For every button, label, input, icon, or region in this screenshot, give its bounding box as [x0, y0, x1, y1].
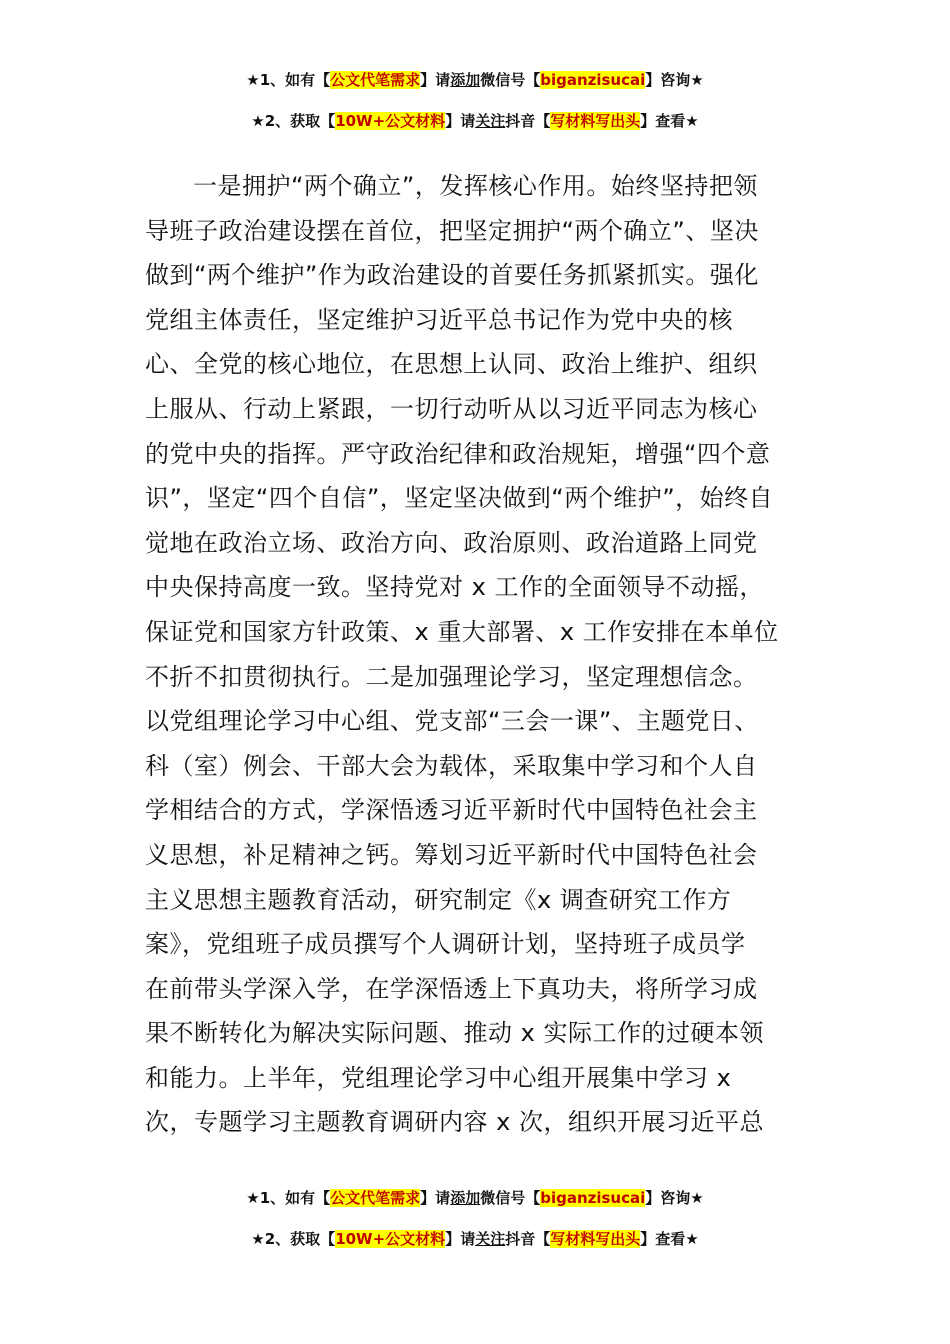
document-body — [145, 164, 810, 1145]
body-line: 主义思想主题教育活动，研究制定《x 调查研究工作方 — [145, 885, 732, 914]
banner-emphasis: 添加 — [450, 1189, 481, 1207]
body-line: 以党组理论学习中心组、党支部“三会一课”、主题党日、 — [145, 707, 759, 736]
body-line: 次，专题学习主题教育调研内容 x 次，组织开展习近平总 — [145, 1108, 764, 1137]
body-line: 在前带头学深入学，在学深悟透上下真功夫，将所学习成 — [145, 974, 758, 1003]
footer-banner — [0, 1186, 950, 1268]
body-line: 案》，党组班子成员撰写个人调研计划，坚持班子成员学 — [145, 930, 746, 959]
banner-highlight: biganzisucai — [540, 71, 646, 89]
banner-suffix: 】查看★ — [640, 1230, 699, 1248]
banner-emphasis: 添加 — [450, 71, 481, 89]
banner-suffix: 】查看★ — [640, 112, 699, 130]
body-line: 觉地在政治立场、政治方向、政治原则、政治道路上同党 — [145, 528, 758, 557]
banner-line-2 — [0, 1227, 950, 1268]
body-line: 识”，坚定“四个自信”，坚定坚决做到“两个维护”，始终自 — [145, 484, 774, 513]
banner-line-1 — [0, 1186, 950, 1227]
banner-line-2 — [0, 109, 950, 150]
banner-highlight: 公文代笔需求 — [330, 1189, 421, 1207]
body-line: 心、全党的核心地位，在思想上认同、政治上维护、组织 — [145, 350, 758, 379]
banner-highlight: 写材料写出头 — [550, 112, 641, 130]
body-line: 上服从、行动上紧跟，一切行动听从以习近平同志为核心 — [145, 394, 758, 423]
body-line: 学相结合的方式，学深悟透习近平新时代中国特色社会主 — [145, 796, 758, 825]
banner-highlight: 10W+公文材料 — [335, 112, 446, 130]
banner-highlight: 公文代笔需求 — [330, 71, 421, 89]
body-line: 不折不扣贯彻执行。二是加强理论学习，坚定理想信念。 — [145, 662, 758, 691]
banner-suffix: 】咨询★ — [645, 71, 704, 89]
banner-suffix: 】咨询★ — [645, 1189, 704, 1207]
banner-text: 微信号【 — [480, 1189, 541, 1207]
banner-highlight: 10W+公文材料 — [335, 1230, 446, 1248]
banner-highlight: biganzisucai — [540, 1189, 646, 1207]
body-line: 科（室）例会、干部大会为载体，采取集中学习和个人自 — [145, 751, 758, 780]
header-banner — [0, 68, 950, 150]
banner-text: 】请 — [420, 1189, 451, 1207]
body-line: 的党中央的指挥。严守政治纪律和政治规矩，增强“四个意 — [145, 439, 771, 468]
body-line: 导班子政治建设摆在首位，把坚定拥护“两个确立”、坚决 — [145, 216, 759, 245]
banner-text: 】请 — [445, 112, 476, 130]
banner-prefix: ★1、如有【 — [246, 71, 331, 89]
banner-text: 微信号【 — [480, 71, 541, 89]
banner-text: 抖音【 — [505, 112, 551, 130]
banner-prefix: ★2、获取【 — [251, 1230, 336, 1248]
banner-text: 】请 — [445, 1230, 476, 1248]
body-line: 做到“两个维护”作为政治建设的首要任务抓紧抓实。强化 — [145, 261, 759, 290]
body-line: 一是拥护“两个确立”，发挥核心作用。始终坚持把领 — [193, 172, 758, 200]
banner-line-1 — [0, 68, 950, 109]
body-line: 保证党和国家方针政策、x 重大部署、x 工作安排在本单位 — [145, 617, 779, 646]
body-line: 义思想，补足精神之钙。筹划习近平新时代中国特色社会 — [145, 840, 758, 869]
body-line: 中央保持高度一致。坚持党对 x 工作的全面领导不动摇， — [145, 573, 764, 602]
body-line: 党组主体责任，坚定维护习近平总书记作为党中央的核 — [145, 305, 733, 334]
body-line: 果不断转化为解决实际问题、推动 x 实际工作的过硬本领 — [145, 1019, 764, 1048]
banner-text: 抖音【 — [505, 1230, 551, 1248]
banner-emphasis: 关注 — [475, 1230, 506, 1248]
body-line: 和能力。上半年，党组理论学习中心组开展集中学习 x — [145, 1063, 732, 1092]
banner-emphasis: 关注 — [475, 112, 506, 130]
banner-highlight: 写材料写出头 — [550, 1230, 641, 1248]
banner-text: 】请 — [420, 71, 451, 89]
banner-prefix: ★1、如有【 — [246, 1189, 331, 1207]
banner-prefix: ★2、获取【 — [251, 112, 336, 130]
